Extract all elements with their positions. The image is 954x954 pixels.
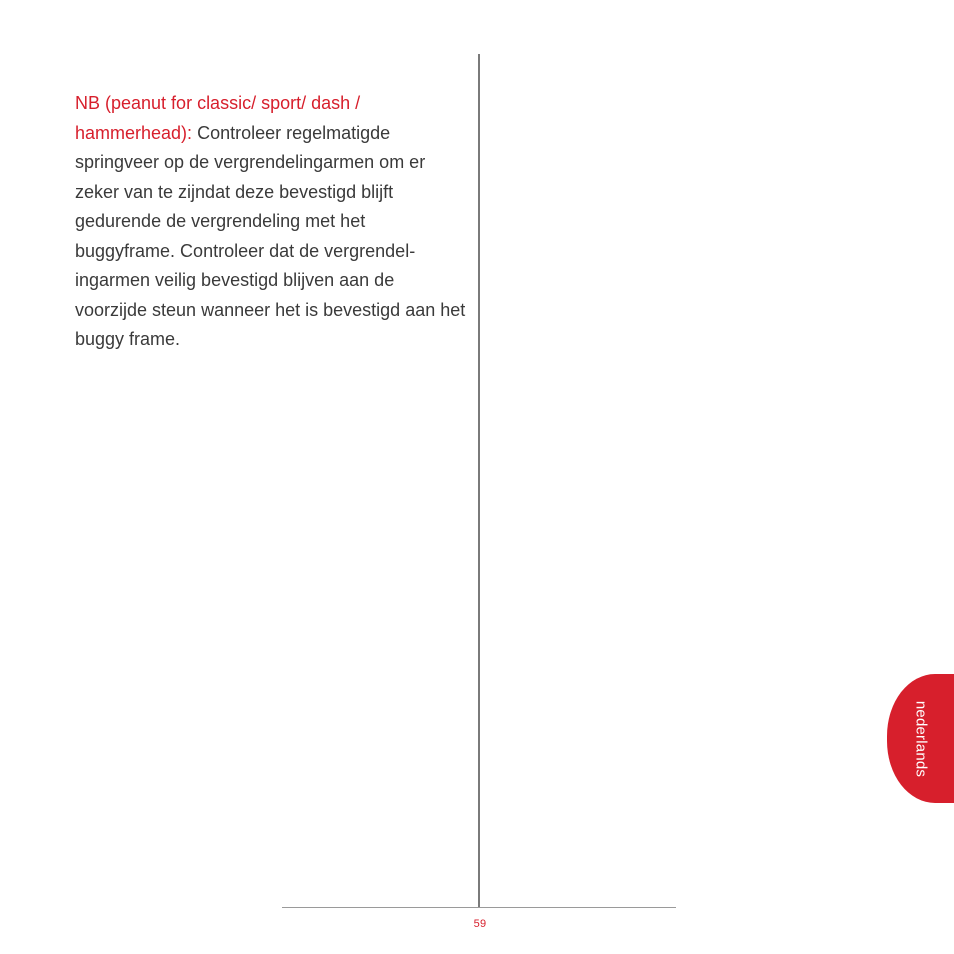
language-tab-label: nederlands xyxy=(912,700,929,777)
language-tab[interactable] xyxy=(887,674,954,803)
footer-divider xyxy=(282,907,676,908)
column-divider xyxy=(478,54,480,908)
safety-note xyxy=(75,89,467,355)
note-label: NB (peanut for classic/ sport/ dash / hammerhead): xyxy=(75,93,361,143)
note-body: Controleer regelmatigde springveer op de vergrendelingarmen om er zeker van te zijndat deze bevestigd blijft gedurende de vergrendeling met het buggyframe. Controleer dat de vergrendel-ingarmen veilig bevestigd blijven aan de voorzijde steun wanneer het is bevestigd aan het buggy frame. xyxy=(75,122,466,349)
page-number: 59 xyxy=(473,918,487,930)
